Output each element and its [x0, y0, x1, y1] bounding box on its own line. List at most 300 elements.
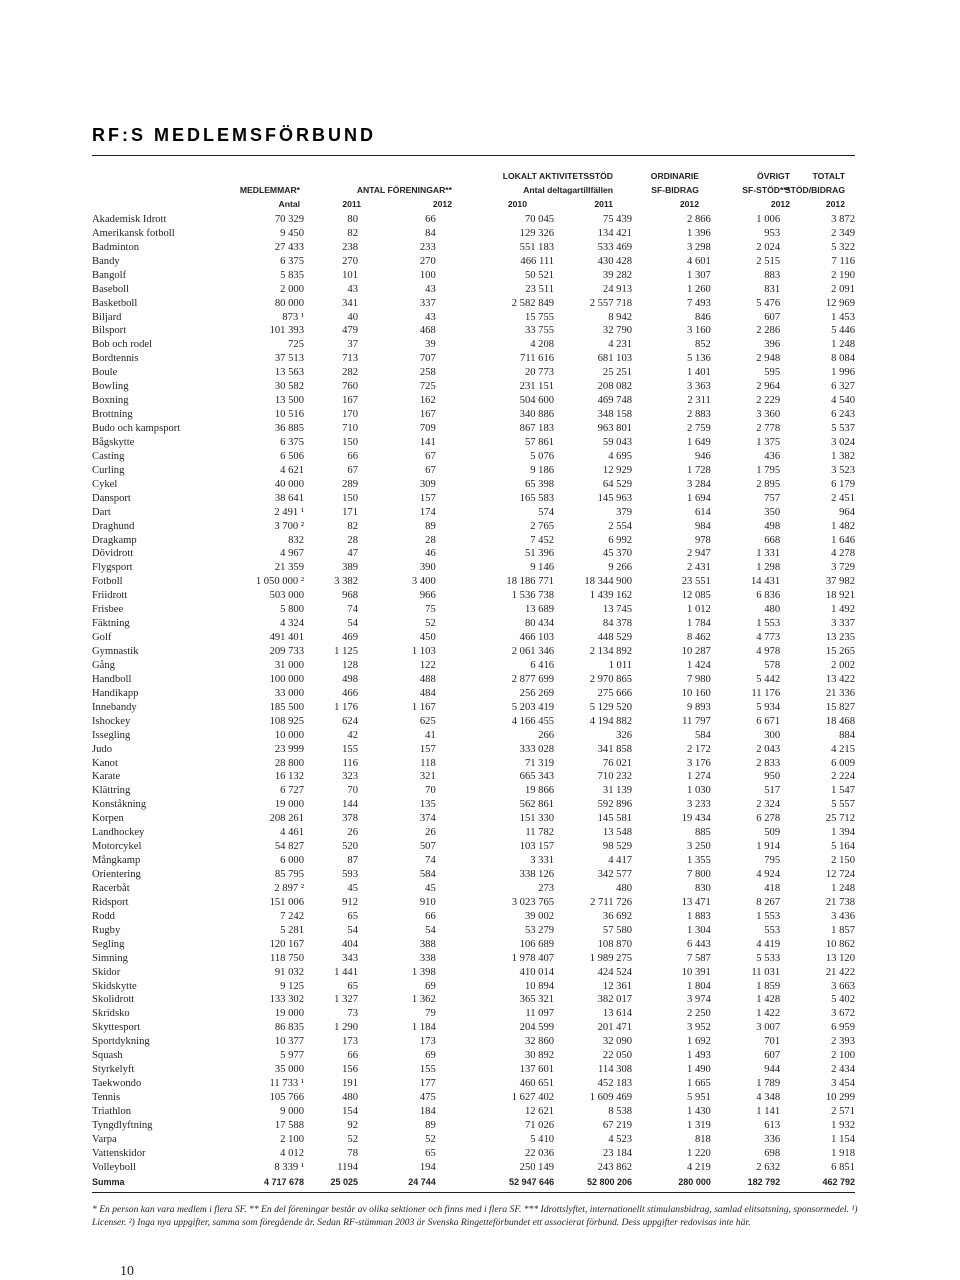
table-row [92, 574, 855, 588]
header-year-2010: 2010 [507, 199, 527, 209]
activity-2011: 379 [616, 506, 633, 518]
table-row [92, 1048, 855, 1062]
total-row [92, 1174, 855, 1188]
activity-2010: 11 782 [525, 827, 555, 839]
table-row [92, 407, 855, 421]
activity-2011: 1 011 [608, 659, 633, 671]
members-count: 7 242 [280, 910, 305, 922]
members-count: 9 125 [280, 980, 305, 992]
activity-2010: 19 866 [524, 785, 555, 797]
sf-bidrag-2012: 1 260 [687, 283, 711, 295]
activity-2010: 70 045 [524, 213, 555, 225]
ovrigt-sf-stod-2012: 336 [764, 1133, 781, 1145]
table-row [92, 728, 855, 742]
ovrigt-sf-stod-2012: 698 [764, 1147, 781, 1159]
members-count: 38 641 [274, 492, 305, 504]
totalt-stod-2012: 13 120 [825, 952, 855, 964]
activity-2010: 4 166 455 [511, 715, 555, 727]
sf-bidrag-2012: 2 947 [687, 548, 711, 560]
clubs-2011: 154 [342, 1105, 359, 1117]
clubs-2012: 1 103 [411, 646, 436, 657]
members-count: 54 827 [274, 841, 305, 853]
clubs-2011: 343 [342, 952, 359, 964]
activity-2010: 50 521 [524, 269, 555, 281]
ovrigt-sf-stod-2012: 1 006 [756, 213, 781, 225]
sport-name: Golf [92, 632, 112, 644]
sf-bidrag-2012: 7 980 [687, 673, 711, 685]
activity-2011: 4 231 [608, 339, 633, 351]
clubs-2011: 67 [347, 464, 359, 476]
ovrigt-sf-stod-2012: 1 331 [756, 548, 781, 560]
activity-2011: 4 523 [608, 1133, 633, 1145]
members-count: 5 281 [280, 924, 305, 936]
clubs-2011: 82 [347, 520, 359, 532]
table-row [92, 547, 855, 561]
sf-bidrag-2012: 2 250 [687, 1008, 711, 1020]
members-count: 6 727 [280, 785, 305, 797]
members-count: 16 132 [274, 771, 305, 783]
activity-2010: 71 319 [524, 757, 555, 769]
activity-2011: 13 614 [602, 1008, 633, 1020]
activity-2010: 39 002 [524, 910, 555, 922]
clubs-2012: 43 [425, 283, 436, 295]
sport-name: Motorcykel [92, 841, 142, 853]
clubs-2011: 73 [347, 1008, 359, 1020]
activity-2011: 108 870 [597, 938, 633, 950]
header-ordinarie: ORDINARIE [650, 171, 699, 181]
totalt-stod-2012: 1 394 [831, 827, 855, 839]
clubs-2011: 341 [342, 297, 359, 309]
activity-2011: 75 439 [602, 213, 633, 225]
members-count: 503 000 [269, 590, 305, 602]
members-count: 491 401 [269, 632, 305, 644]
activity-2010: 13 689 [524, 604, 555, 616]
ovrigt-sf-stod-2012: 1 422 [756, 1008, 781, 1020]
table-row [92, 644, 855, 658]
clubs-2012: 625 [419, 715, 436, 727]
activity-2011: 382 017 [597, 994, 633, 1006]
header-year-2012-totalt: 2012 [825, 199, 845, 209]
members-count: 105 766 [269, 1092, 305, 1103]
totalt-stod-2012: 5 537 [831, 423, 855, 434]
members-count: 9 000 [280, 1105, 305, 1117]
activity-2011: 59 043 [602, 436, 633, 448]
clubs-2012: 177 [419, 1078, 436, 1090]
activity-2010: 80 434 [524, 618, 555, 630]
clubs-2012: 69 [425, 980, 436, 992]
sport-name: Gymnastik [92, 646, 139, 657]
activity-2011: 57 580 [602, 924, 633, 936]
clubs-2012: 24 744 [408, 1176, 436, 1187]
clubs-2011: 520 [342, 841, 359, 853]
sf-bidrag-2012: 19 434 [681, 813, 711, 825]
ovrigt-sf-stod-2012: 607 [764, 311, 781, 323]
activity-2011: 533 469 [597, 241, 633, 253]
clubs-2011: 150 [342, 492, 359, 504]
clubs-2011: 45 [347, 882, 359, 894]
members-count: 28 800 [274, 757, 305, 769]
ovrigt-sf-stod-2012: 3 007 [756, 1022, 781, 1034]
totalt-stod-2012: 1 248 [831, 339, 855, 351]
ovrigt-sf-stod-2012: 1 375 [756, 436, 781, 448]
ovrigt-sf-stod-2012: 2 229 [756, 395, 781, 407]
sport-name: Issegling [92, 729, 131, 741]
clubs-2012: 46 [425, 548, 436, 560]
sf-bidrag-2012: 885 [694, 827, 711, 839]
totalt-stod-2012: 6 959 [831, 1022, 855, 1034]
sf-bidrag-2012: 1 692 [687, 1036, 711, 1048]
sf-bidrag-2012: 7 800 [687, 869, 711, 880]
header-year-2012-sf: 2012 [679, 199, 699, 209]
clubs-2011: 116 [342, 757, 359, 769]
ovrigt-sf-stod-2012: 480 [764, 604, 781, 616]
activity-2010: 53 279 [524, 924, 555, 936]
totalt-stod-2012: 3 729 [831, 562, 855, 574]
activity-2010: 15 755 [524, 311, 555, 323]
clubs-2012: 468 [419, 325, 436, 337]
clubs-2011: 37 [347, 339, 359, 351]
clubs-2012: 337 [419, 297, 436, 309]
clubs-2012: 3 400 [411, 576, 436, 588]
sport-name: Vattenskidor [92, 1147, 146, 1159]
sport-name: Varpa [92, 1133, 117, 1145]
activity-2010: 33 755 [524, 325, 555, 337]
activity-2010: 333 028 [519, 743, 555, 755]
table-row [92, 1006, 855, 1020]
sport-name: Bowling [92, 381, 129, 393]
sport-name: Biljard [92, 311, 122, 323]
ovrigt-sf-stod-2012: 6 278 [756, 813, 781, 825]
ovrigt-sf-stod-2012: 4 348 [756, 1092, 781, 1103]
clubs-2012: 67 [425, 450, 436, 462]
activity-2010: 1 627 402 [511, 1092, 555, 1103]
clubs-2011: 466 [342, 687, 359, 699]
sf-bidrag-2012: 2 172 [687, 743, 711, 755]
activity-2011: 341 858 [597, 743, 633, 755]
sf-bidrag-2012: 4 601 [687, 255, 711, 267]
ovrigt-sf-stod-2012: 950 [764, 771, 781, 783]
clubs-2011: 155 [342, 743, 359, 755]
clubs-2011: 323 [342, 771, 359, 783]
sf-bidrag-2012: 978 [694, 534, 711, 546]
sport-name: Draghund [92, 520, 135, 532]
members-count: 40 000 [274, 478, 305, 490]
sf-bidrag-2012: 5 136 [687, 353, 711, 365]
activity-2010: 3 023 765 [511, 896, 555, 908]
clubs-2011: 80 [347, 213, 359, 225]
clubs-2011: 912 [342, 896, 359, 908]
sf-bidrag-2012: 9 893 [687, 701, 711, 713]
sf-bidrag-2012: 1 424 [687, 659, 711, 671]
members-count: 185 500 [269, 701, 305, 713]
totalt-stod-2012: 2 349 [831, 227, 855, 239]
sport-name: Basketboll [92, 297, 138, 309]
table-row [92, 449, 855, 463]
totalt-stod-2012: 10 862 [825, 938, 855, 950]
totalt-stod-2012: 5 557 [831, 799, 855, 811]
members-count: 118 750 [269, 952, 305, 964]
activity-2010: 165 583 [519, 492, 555, 504]
clubs-2012: 41 [425, 729, 436, 741]
sport-name: Konståkning [92, 799, 147, 811]
activity-2011: 201 471 [597, 1022, 633, 1034]
totalt-stod-2012: 6 327 [831, 381, 855, 393]
activity-2011: 32 790 [602, 325, 633, 337]
totalt-stod-2012: 2 571 [831, 1105, 855, 1117]
table-row [92, 505, 855, 519]
members-count: 2 897 ² [274, 882, 305, 894]
clubs-2011: 65 [347, 910, 359, 922]
members-count: 4 324 [280, 618, 305, 630]
ovrigt-sf-stod-2012: 2 024 [756, 241, 781, 253]
table-row [92, 700, 855, 714]
members-count: 101 393 [269, 325, 305, 337]
activity-2011: 134 421 [597, 227, 633, 239]
clubs-2011: 1 441 [334, 966, 359, 978]
sf-bidrag-2012: 946 [694, 450, 711, 462]
members-count: 17 588 [274, 1119, 305, 1131]
table-row [92, 630, 855, 644]
sf-bidrag-2012: 846 [694, 311, 711, 323]
clubs-2012: 141 [419, 436, 436, 448]
totalt-stod-2012: 1 248 [831, 882, 855, 894]
sport-name: Skolidrott [92, 994, 135, 1006]
members-count: 832 [288, 534, 305, 546]
ovrigt-sf-stod-2012: 2 286 [756, 325, 781, 337]
ovrigt-sf-stod-2012: 1 795 [756, 464, 781, 476]
table-row [92, 588, 855, 602]
ovrigt-sf-stod-2012: 1 553 [756, 910, 781, 922]
clubs-2012: 167 [419, 409, 436, 421]
clubs-2012: 52 [425, 618, 436, 630]
sf-bidrag-2012: 4 219 [687, 1161, 711, 1173]
table-row [92, 756, 855, 770]
totalt-stod-2012: 3 872 [831, 213, 855, 225]
clubs-2011: 593 [342, 869, 359, 880]
header-year-2012: 2012 [432, 199, 452, 209]
activity-2011: 275 666 [597, 687, 633, 699]
clubs-2012: 84 [425, 227, 436, 239]
clubs-2012: 507 [419, 841, 436, 853]
clubs-2012: 39 [425, 339, 436, 351]
sport-name: Bandy [92, 255, 120, 267]
members-count: 4 461 [280, 827, 305, 839]
activity-2011: 2 970 865 [589, 673, 633, 685]
sport-name: Judo [92, 743, 113, 755]
members-count: 2 000 [280, 283, 305, 295]
clubs-2012: 488 [419, 673, 436, 685]
totalt-stod-2012: 884 [839, 729, 855, 741]
sport-name: Mångkamp [92, 855, 141, 867]
sf-bidrag-2012: 13 471 [681, 896, 711, 908]
clubs-2011: 54 [347, 924, 359, 936]
table-row [92, 923, 855, 937]
activity-2011: 342 577 [597, 869, 633, 880]
activity-2010: 365 321 [519, 994, 555, 1006]
ovrigt-sf-stod-2012: 795 [764, 855, 781, 867]
clubs-2012: 54 [425, 924, 436, 936]
table-row [92, 393, 855, 407]
members-count: 6 375 [280, 255, 305, 267]
activity-2011: 12 361 [602, 980, 633, 992]
totalt-stod-2012: 4 278 [831, 548, 855, 560]
activity-2010: 151 330 [519, 813, 555, 825]
totalt-stod-2012: 2 393 [831, 1036, 855, 1048]
activity-2010: 71 026 [524, 1119, 555, 1131]
sf-bidrag-2012: 7 493 [687, 297, 711, 309]
sf-bidrag-2012: 852 [694, 339, 711, 351]
totalt-stod-2012: 1 154 [831, 1133, 855, 1145]
sport-name: Karate [92, 771, 121, 783]
activity-2010: 20 773 [524, 367, 555, 379]
table-row [92, 881, 855, 895]
sport-name: Friidrott [92, 590, 128, 602]
sport-name: Dart [92, 506, 111, 518]
activity-2011: 31 139 [602, 785, 633, 797]
sf-bidrag-2012: 1 030 [687, 785, 711, 797]
clubs-2012: 89 [425, 1119, 436, 1131]
sf-bidrag-2012: 10 391 [681, 966, 711, 978]
ovrigt-sf-stod-2012: 1 553 [756, 618, 781, 630]
clubs-2012: 270 [419, 255, 436, 267]
ovrigt-sf-stod-2012: 4 978 [756, 646, 781, 657]
sport-name: Brottning [92, 409, 133, 421]
ovrigt-sf-stod-2012: 701 [764, 1036, 781, 1048]
members-count: 85 795 [274, 869, 305, 880]
ovrigt-sf-stod-2012: 11 176 [751, 687, 781, 699]
activity-2010: 665 343 [519, 771, 555, 783]
activity-2010: 30 892 [524, 1050, 555, 1062]
activity-2010: 466 103 [519, 632, 555, 644]
ovrigt-sf-stod-2012: 883 [764, 269, 781, 281]
sf-bidrag-2012: 584 [694, 729, 711, 741]
sport-name: Kanot [92, 757, 118, 769]
members-count: 2 491 ¹ [274, 506, 305, 518]
members-count: 873 ¹ [282, 311, 305, 323]
ovrigt-sf-stod-2012: 5 533 [756, 952, 781, 964]
table-row [92, 825, 855, 839]
membership-table [92, 212, 855, 1188]
members-count: 9 450 [280, 227, 305, 239]
clubs-2012: 157 [419, 492, 436, 504]
members-count: 33 000 [274, 687, 305, 699]
clubs-2011: 1 290 [334, 1022, 359, 1034]
sf-bidrag-2012: 1 274 [687, 771, 711, 783]
header-year-2011-lokalt: 2011 [594, 199, 613, 209]
members-count: 23 999 [274, 743, 305, 755]
sf-bidrag-2012: 8 462 [687, 632, 711, 644]
sport-name: Dansport [92, 492, 131, 504]
activity-2010: 103 157 [519, 841, 555, 853]
sf-bidrag-2012: 10 287 [681, 646, 711, 657]
activity-2010: 250 149 [519, 1161, 555, 1173]
totalt-stod-2012: 6 851 [831, 1161, 855, 1173]
totalt-stod-2012: 3 337 [831, 618, 855, 630]
ovrigt-sf-stod-2012: 6 671 [756, 715, 781, 727]
activity-2011: 5 129 520 [589, 701, 633, 713]
clubs-2012: 184 [419, 1105, 436, 1117]
sport-name: Flygsport [92, 562, 133, 574]
table-row [92, 1118, 855, 1132]
table-row [92, 951, 855, 965]
clubs-2011: 128 [342, 659, 359, 671]
totalt-stod-2012: 3 672 [831, 1008, 855, 1020]
totalt-stod-2012: 1 453 [831, 311, 855, 323]
clubs-2012: 173 [419, 1036, 436, 1048]
table-row [92, 212, 855, 226]
totalt-stod-2012: 1 382 [831, 450, 855, 462]
sport-name: Ridsport [92, 896, 129, 908]
sf-bidrag-2012: 3 974 [687, 994, 711, 1006]
totalt-stod-2012: 15 827 [825, 701, 855, 713]
ovrigt-sf-stod-2012: 350 [764, 506, 781, 518]
title-divider [92, 155, 855, 156]
clubs-2011: 1 327 [334, 994, 359, 1006]
activity-2011: 2 711 726 [590, 896, 633, 908]
totalt-stod-2012: 5 446 [831, 325, 855, 337]
header-lokalt: LOKALT AKTIVITETSSTÖD [502, 171, 613, 181]
totalt-stod-2012: 1 492 [831, 604, 855, 616]
sport-name: Sportdykning [92, 1036, 150, 1048]
totalt-stod-2012: 3 024 [831, 436, 855, 448]
members-count: 36 885 [274, 423, 305, 434]
members-count: 4 717 678 [263, 1176, 305, 1187]
clubs-2012: 388 [419, 938, 436, 950]
activity-2011: 25 251 [602, 367, 633, 379]
activity-2011: 114 308 [598, 1064, 633, 1076]
ovrigt-sf-stod-2012: 182 792 [747, 1176, 781, 1187]
ovrigt-sf-stod-2012: 553 [764, 924, 781, 936]
clubs-2011: 282 [342, 367, 359, 379]
sport-name: Boule [92, 367, 118, 379]
activity-2011: 8 942 [608, 311, 633, 323]
sf-bidrag-2012: 1 430 [687, 1105, 711, 1117]
ovrigt-sf-stod-2012: 14 431 [750, 576, 781, 588]
activity-2010: 2 061 346 [511, 646, 555, 657]
clubs-2012: 475 [419, 1092, 436, 1103]
activity-2011: 22 050 [602, 1050, 633, 1062]
members-count: 13 500 [274, 395, 305, 407]
clubs-2011: 238 [342, 241, 359, 253]
clubs-2011: 150 [342, 436, 359, 448]
activity-2011: 84 378 [602, 618, 633, 630]
activity-2011: 39 282 [602, 269, 633, 281]
activity-2011: 243 862 [597, 1161, 633, 1173]
clubs-2011: 65 [347, 980, 359, 992]
activity-2010: 711 616 [520, 353, 555, 365]
members-count: 4 012 [280, 1147, 305, 1159]
clubs-2011: 289 [342, 478, 359, 490]
table-row [92, 435, 855, 449]
sf-bidrag-2012: 3 284 [687, 478, 711, 490]
totalt-stod-2012: 21 336 [825, 687, 855, 699]
activity-2010: 466 111 [520, 255, 555, 267]
clubs-2011: 389 [342, 562, 359, 574]
table-row [92, 979, 855, 993]
table-row [92, 1104, 855, 1118]
clubs-2011: 1 176 [334, 701, 359, 713]
table-row [92, 853, 855, 867]
table-row [92, 533, 855, 547]
sf-bidrag-2012: 1 804 [687, 980, 711, 992]
sport-name: Dragkamp [92, 534, 137, 546]
sf-bidrag-2012: 12 085 [681, 590, 711, 602]
totalt-stod-2012: 7 116 [831, 255, 855, 267]
members-count: 27 433 [274, 241, 305, 253]
clubs-2012: 118 [420, 757, 436, 769]
activity-2010: 106 689 [519, 938, 555, 950]
table-row [92, 296, 855, 310]
